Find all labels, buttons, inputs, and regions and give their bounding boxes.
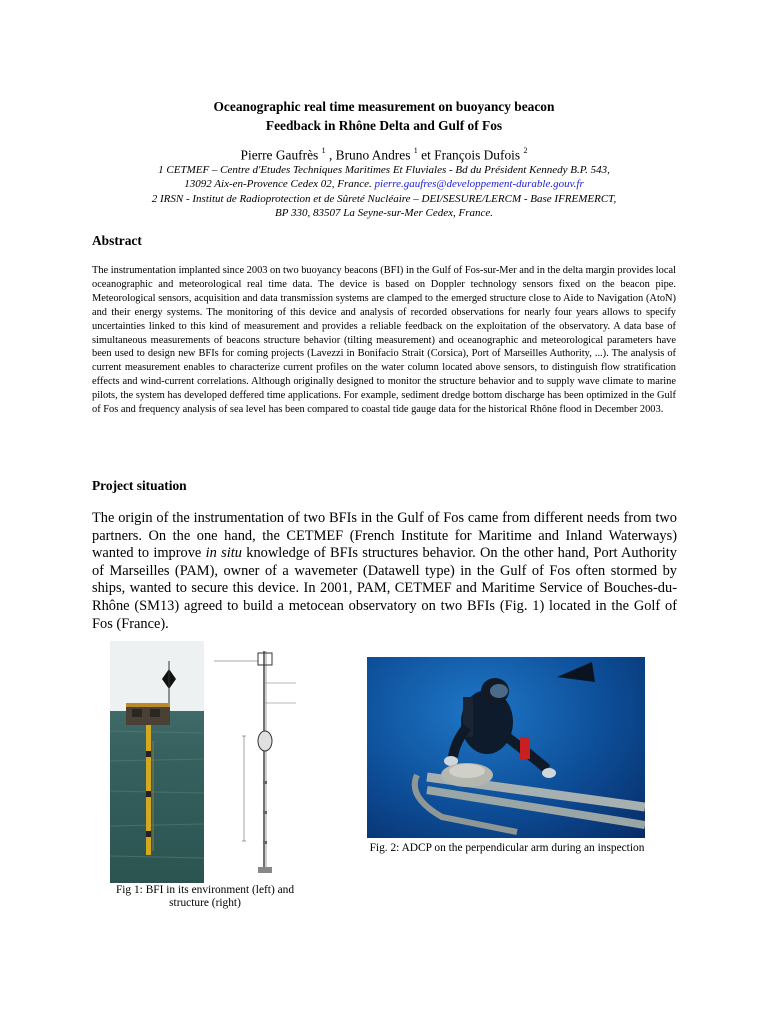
project-situation-paragraph (92, 510, 677, 633)
abstract-heading: Abstract (92, 233, 142, 248)
diver-photo-drawing (367, 657, 645, 838)
project-situation-heading: Project situation (92, 478, 187, 493)
title-line-1: Oceanographic real time measurement on buoyancy beacon (213, 99, 555, 114)
paragraph-text: The origin of the instrumentation of two BFIs in the Gulf of Fos came from different needs from two partners. On the one hand, the CETMEF (French Institute for Maritime and Inland Waterways) wanted to improve (92, 510, 677, 562)
author-name: Bruno Andres (335, 147, 411, 163)
author-name: François Dufois (434, 147, 521, 163)
structure-schematic (204, 641, 300, 883)
author-connector: et (421, 147, 431, 163)
author-email-link[interactable]: pierre.gaufres@developpement-durable.gouv.fr (374, 178, 584, 191)
figure-2-caption: Fig. 2: ADCP on the perpendicular arm during an inspection (369, 842, 645, 854)
figure-2-image (367, 657, 645, 838)
affiliation-marker: 1 (413, 146, 418, 155)
paragraph-emphasis: in situ (205, 545, 242, 562)
figure-1-image (110, 641, 300, 883)
affiliation-marker: 2 (523, 146, 528, 155)
author-name: Pierre Gaufrès (240, 147, 319, 163)
title-line-2: Feedback in Rhône Delta and Gulf of Fos (265, 118, 503, 133)
affiliation-line: BP 330, 83507 La Seyne-sur-Mer Cedex, France. (275, 207, 493, 220)
abstract-paragraph: The instrumentation implanted since 2003 on two buoyancy beacons (BFI) in the Gulf of Fos-sur-Mer and in the delta margin provides local oceanographic and meteorological real time data. The device is based on Doppler technology sensors fixed on the beacon pipe. Meteorological sensors, acquisition and data transmission systems are clamped to the emerged structure close to Aide to Navigation (AtoN) and their energy systems. The monitoring of this device and analysis of recorded observations for nearly four years allows to specify uncertainties linked to this kind of measurement and provides a reliable feedback on the exploitation of the observatory. A data base of simultaneous measurements of beacons structure behavior (tilting measurement) and oceanographic and meteorological parameters have been used to design new BFIs for coming projects (Lavezzi in Bonifacio Strait (Corsica), Port of Marseilles Authority, ...). The analysis of current measurement enables to characterize current profiles on the water column located above sensors, to distinguish flow stratification effects and wind-current correlations. Although originally designed to monitor the structure behavior and to supply wave climate to marine pilots, the system has developed deffered time applications. For example, sediment dredge bottom discharge has been optimized in the Gulf of Fos and frequency analysis of sea level has been compared to coastal tide gauge data for the historical Rhône flood in December 2003. (92, 265, 676, 416)
beacon-structure-drawing (204, 641, 300, 883)
affiliation-marker: 1 (321, 146, 326, 155)
affiliation-address: 13092 Aix-en-Provence Cedex 02, France. (184, 178, 372, 191)
affiliation-line: 2 IRSN - Institut de Radioprotection et de Sûreté Nucléaire – DEI/SESURE/LERCM - Base IFREMERCT, (151, 192, 617, 205)
beacon-photo (110, 641, 204, 883)
affiliations (0, 163, 768, 221)
author-separator: , (328, 147, 336, 163)
affiliation-line (0, 177, 768, 191)
paper-title (0, 97, 768, 135)
figure-1-caption: Fig 1: BFI in its environment (left) and structure (right) (115, 884, 295, 910)
paragraph-text: knowledge of BFIs structures behavior. On the other hand, Port Authority of Marseilles (PAM), owner of a wavemeter (Datawell type) in the Gulf of Fos often stormed by ships, wanted to secure this device. In 2001, PAM, CETMEF and Maritime Service of Bouches-du-Rhône (SM13) agreed to build a metocean observatory on two BFIs (Fig. 1) located in the Golf of Fos (France). (92, 545, 677, 632)
affiliation-line: 1 CETMEF – Centre d'Etudes Techniques Maritimes Et Fluviales - Bd du Président Kennedy B.P. 543, (158, 164, 610, 176)
author-list (0, 143, 768, 164)
beacon-photo-drawing (110, 641, 204, 883)
